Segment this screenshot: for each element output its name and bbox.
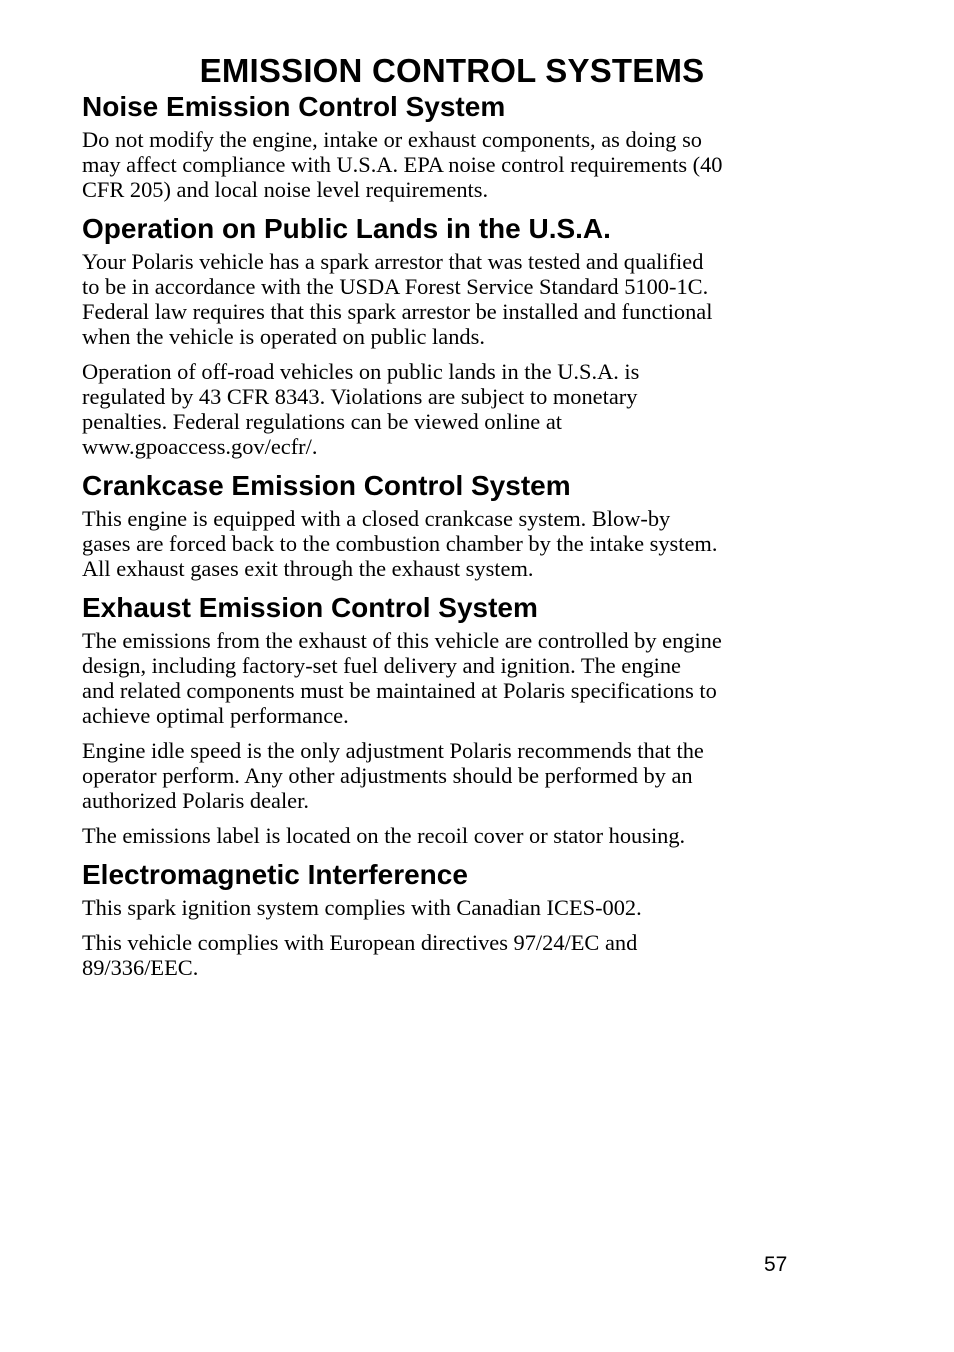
section-heading: Exhaust Emission Control System — [82, 592, 538, 623]
manual-page — [82, 52, 806, 990]
section-heading: Operation on Public Lands in the U.S.A. — [82, 213, 611, 244]
paragraph: This engine is equipped with a closed crankcase system. Blow-by gases are forced back to the combustion chamber by the intake system. All exhaust gases exit through the exhaust system. — [82, 506, 718, 581]
section-electromagnetic-interference — [82, 858, 806, 980]
section-crankcase-emission — [82, 469, 806, 581]
paragraph: This spark ignition system complies with Canadian ICES-002. — [82, 895, 642, 920]
section-public-lands — [82, 212, 806, 459]
section-exhaust-emission — [82, 591, 806, 848]
paragraph: Do not modify the engine, intake or exhaust components, as doing so may affect compliance with U.S.A. EPA noise control requirements (40 CFR 205) and local noise level requirements. — [82, 127, 723, 202]
section-noise-emission — [82, 90, 806, 202]
page-title: EMISSION CONTROL SYSTEMS — [199, 52, 705, 89]
paragraph: The emissions from the exhaust of this vehicle are controlled by engine design, including factory-set fuel delivery and ignition. The engine and related components must be maintained at Polaris specifications to achieve optimal performance. — [82, 628, 722, 728]
paragraph: Your Polaris vehicle has a spark arrestor that was tested and qualified to be in accordance with the USDA Forest Service Standard 5100-1C. Federal law requires that this spark arrestor be installed and functional when the vehicle is operated on public lands. — [82, 249, 713, 349]
paragraph: Operation of off-road vehicles on public lands in the U.S.A. is regulated by 43 CFR 8343. Violations are subject to monetary penalties. Federal regulations can be viewed online at www.gpoaccess.gov/ecfr/. — [82, 359, 640, 459]
section-heading: Noise Emission Control System — [82, 91, 506, 122]
paragraph: This vehicle complies with European directives 97/24/EC and 89/336/EEC. — [82, 930, 638, 980]
paragraph: Engine idle speed is the only adjustment Polaris recommends that the operator perform. Any other adjustments should be performed by an authorized Polaris dealer. — [82, 738, 704, 813]
paragraph: The emissions label is located on the recoil cover or stator housing. — [82, 823, 686, 848]
section-heading: Crankcase Emission Control System — [82, 470, 571, 501]
page-number: 57 — [764, 1253, 788, 1276]
section-heading: Electromagnetic Interference — [82, 859, 468, 890]
